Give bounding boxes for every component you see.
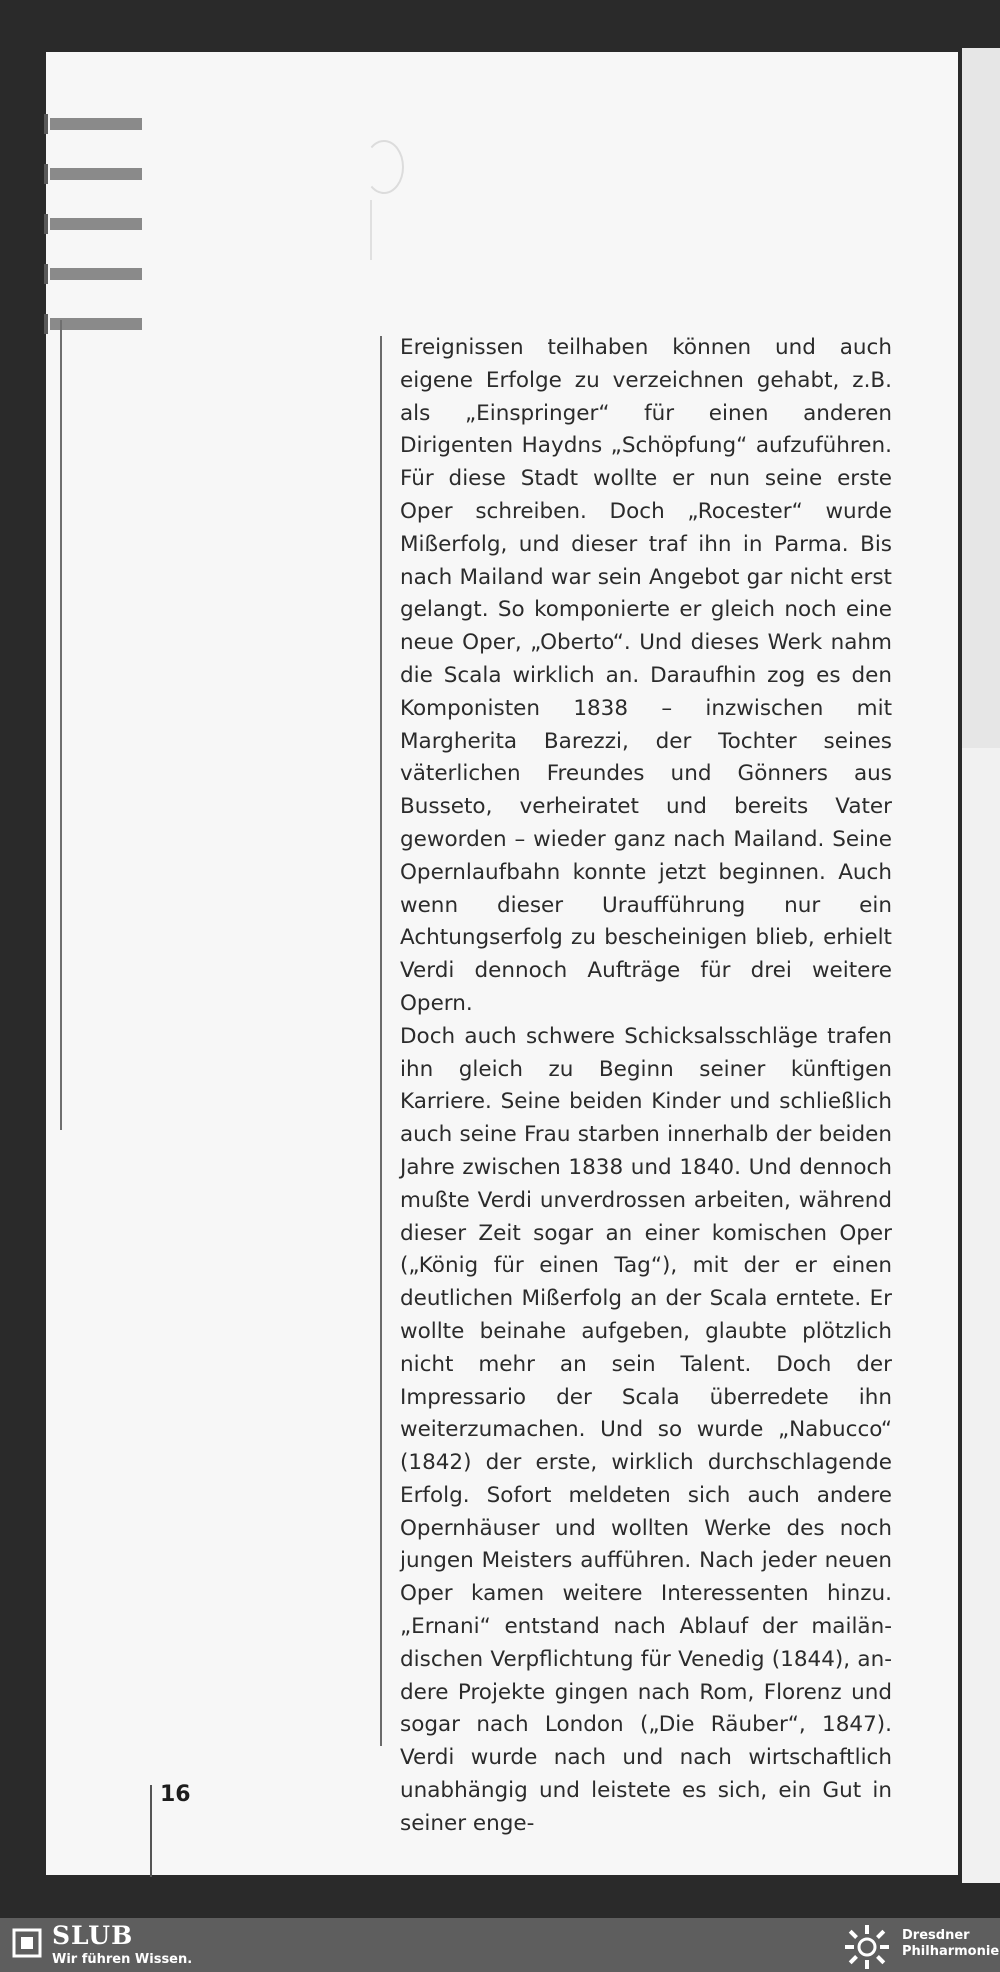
philharmonie-logo-icon xyxy=(842,1924,892,1970)
library-name[interactable]: SLUB xyxy=(52,1921,134,1950)
slub-logo-icon xyxy=(12,1928,42,1958)
margin-rule xyxy=(60,320,62,1130)
register-tab xyxy=(50,168,142,180)
register-tab xyxy=(50,218,142,230)
partner-name-line2: Philharmonie xyxy=(902,1944,1000,1959)
paragraph-1: Ereignissen teilhaben können und auch eigene Erfolge zu verzeichnen gehabt, z.B. als „Einspringer“ für einen anderen Dirigenten Haydns „Schöpfung“ aufzuführen. Für diese Stadt wollte er nun seine erste Oper schreiben. Doch „Rocester“ wurde Mißerfolg, und dieser traf ihn in Parma. Bis nach Mailand war sein Angebot gar nicht erst gelangt. So komponierte er gleich noch eine neue Oper, „Oberto“. Und dieses Werk nahm die Scala wirklich an. Daraufhin zog es den Komponisten 1838 – inzwischen mit Margherita Barezzi, der Tochter seines väterlichen Freundes und Gönners aus Busseto, verheiratet und bereits Vater geworden – wieder ganz nach Mailand. Seine Opernlaufbahn konnte jetzt beginnen. Auch wenn dieser Uraufführung nur ein Achtungserfolg zu bescheinigen blieb, erhielt Verdi dennoch Aufträge für drei weitere Opern. xyxy=(400,335,892,1016)
adjacent-page-edge xyxy=(962,48,1000,1883)
column-rule xyxy=(380,336,382,1746)
partner-name-line1: Dresdner xyxy=(902,1928,970,1943)
register-tab xyxy=(50,318,142,330)
show-through-line xyxy=(370,200,372,260)
register-tab xyxy=(50,268,142,280)
page-number: 16 xyxy=(160,1782,191,1807)
partner-name[interactable] xyxy=(902,1928,999,1960)
body-text xyxy=(400,332,892,1841)
register-tab xyxy=(50,118,142,130)
folio-rule xyxy=(150,1785,152,1877)
paragraph-2: Doch auch schwere Schicksalsschläge trafen ihn gleich zu Beginn seiner künftigen Karriere. Seine beiden Kinder und schließlich auch seine Frau starben innerhalb der beiden Jahre zwischen 1838 und 1840. Und dennoch mußte Verdi unverdrossen arbeiten, während dieser Zeit sogar an einer komischen Oper („König für einen Tag“), mit der er einen deutlichen Mißerfolg an der Scala erntete. Er wollte beinahe aufgeben, glaubte plötzlich nicht mehr an sein Talent. Doch der Impressario der Scala überredete ihn weiterzumachen. Und so wurde „Nabucco“ (1842) der erste, wirklich durchschlagende Erfolg. Sofort meldeten sich auch andere Opernhäuser und wollten Werke des noch jungen Meisters aufführen. Nach jeder neuen Oper kamen weitere Interessenten hinzu. „Ernani“ entstand nach Ablauf der mailändischen Verpflichtung für Venedig (1844), andere Projekte gingen nach Rom, Florenz und sogar nach London („Die Räuber“, 1847). Verdi wurde nach und nach wirtschaftlich unabhängig und leistete es sich, ein Gut in seiner enge- xyxy=(400,1023,892,1836)
show-through-logo-mark xyxy=(364,140,404,194)
library-tagline: Wir führen Wissen. xyxy=(52,1952,193,1967)
